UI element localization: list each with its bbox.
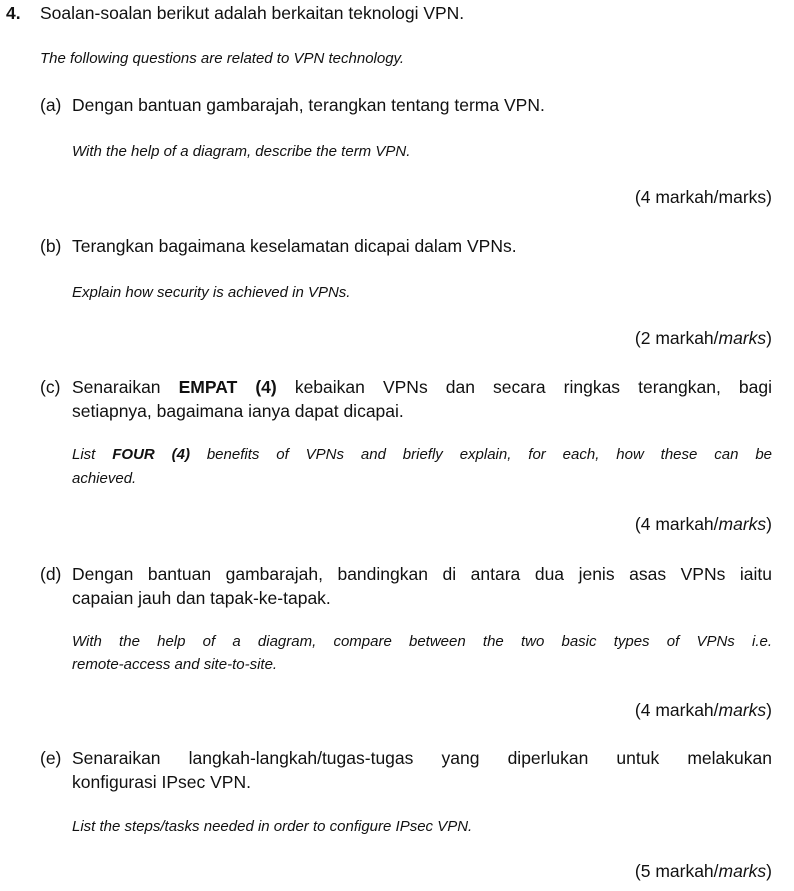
part-e-malay-line1: Senaraikan langkah-langkah/tugas-tugas yang diperlukan untuk melakukan bbox=[72, 748, 772, 768]
part-e-marks: (5 markah/marks) bbox=[634, 861, 772, 881]
part-d-english-line1: With the help of a diagram, compare between the two basic types of VPNs i.e. bbox=[72, 633, 772, 650]
part-d-english-line2: remote-access and site-to-site. bbox=[72, 656, 278, 673]
part-b-label: (b) bbox=[40, 236, 62, 256]
part-a-marks: (4 markah/marks) bbox=[634, 187, 772, 207]
part-a-malay: Dengan bantuan gambarajah, terangkan tentang terma VPN. bbox=[72, 95, 545, 115]
part-c-label: (c) bbox=[40, 377, 61, 397]
part-b-marks: (2 markah/marks) bbox=[634, 328, 772, 348]
part-d-malay-line2: capaian jauh dan tapak-ke-tapak. bbox=[72, 588, 331, 608]
question-number: 4. bbox=[6, 3, 21, 23]
part-d-marks: (4 markah/marks) bbox=[634, 700, 772, 720]
part-c-marks: (4 markah/marks) bbox=[634, 514, 772, 534]
part-d-label: (d) bbox=[40, 564, 62, 584]
question-intro-english: The following questions are related to VPN technology. bbox=[40, 50, 405, 67]
question-intro-malay: Soalan-soalan berikut adalah berkaitan teknologi VPN. bbox=[40, 3, 465, 23]
part-b-english: Explain how security is achieved in VPNs. bbox=[72, 284, 351, 301]
part-e-label: (e) bbox=[40, 748, 62, 768]
part-e-malay-line2: konfigurasi IPsec VPN. bbox=[72, 772, 251, 792]
part-d-malay-line1: Dengan bantuan gambarajah, bandingkan di antara dua jenis asas VPNs iaitu bbox=[72, 564, 772, 584]
part-a-label: (a) bbox=[40, 95, 62, 115]
part-c-english-line2: achieved. bbox=[72, 470, 137, 487]
part-b-malay: Terangkan bagaimana keselamatan dicapai dalam VPNs. bbox=[72, 236, 517, 256]
part-c-malay-line2: setiapnya, bagaimana ianya dapat dicapai. bbox=[72, 401, 404, 421]
part-c-malay-line1: Senaraikan EMPAT (4) kebaikan VPNs dan secara ringkas terangkan, bagi bbox=[72, 377, 772, 397]
part-a-english: With the help of a diagram, describe the term VPN. bbox=[72, 143, 411, 160]
part-c-english-line1: List FOUR (4) benefits of VPNs and briefly explain, for each, how these can be bbox=[72, 446, 772, 463]
part-e-english: List the steps/tasks needed in order to configure IPsec VPN. bbox=[72, 818, 473, 835]
